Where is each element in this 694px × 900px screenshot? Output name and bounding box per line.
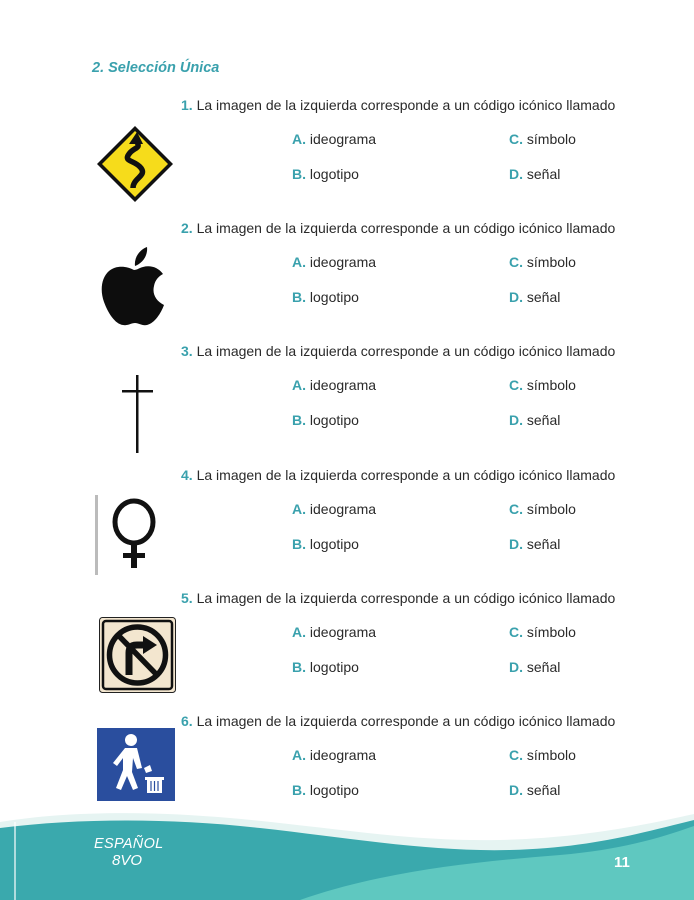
option-b[interactable]: B. logotipo — [292, 659, 359, 675]
option-d[interactable]: D. señal — [509, 166, 561, 182]
question-number: 4. — [181, 467, 193, 483]
option-a[interactable]: A. ideograma — [292, 624, 377, 640]
cross-icon — [120, 375, 156, 455]
question-text — [181, 97, 615, 113]
footer-logo — [94, 837, 164, 868]
option-b[interactable]: B. logotipo — [292, 782, 359, 798]
section-title: 2. Selección Única — [92, 60, 220, 76]
question-prompt: La imagen de la izquierda corresponde a un código icónico llamado — [196, 97, 616, 113]
apple-logo-icon — [100, 246, 168, 326]
question-text — [181, 220, 615, 236]
option-a[interactable]: A. ideograma — [292, 501, 377, 517]
option-a[interactable]: A. ideograma — [292, 747, 377, 763]
option-d[interactable]: D. señal — [509, 536, 561, 552]
question-2 — [0, 220, 694, 335]
question-number: 3. — [181, 343, 193, 359]
question-text — [181, 467, 615, 483]
question-5 — [0, 590, 694, 705]
no-right-turn-sign-icon — [99, 617, 176, 693]
question-number: 6. — [181, 713, 193, 729]
question-1 — [0, 97, 694, 212]
option-b[interactable]: B. logotipo — [292, 166, 359, 182]
question-prompt: La imagen de la izquierda corresponde a un código icónico llamado — [196, 467, 616, 483]
option-d[interactable]: D. señal — [509, 412, 561, 428]
option-d[interactable]: D. señal — [509, 289, 561, 305]
question-prompt: La imagen de la izquierda corresponde a un código icónico llamado — [196, 713, 616, 729]
question-prompt: La imagen de la izquierda corresponde a un código icónico llamado — [196, 220, 616, 236]
option-b[interactable]: B. logotipo — [292, 289, 359, 305]
footer-logo-subject: ESPAÑOL — [94, 836, 164, 852]
question-3 — [0, 343, 694, 458]
question-number: 1. — [181, 97, 193, 113]
option-d[interactable]: D. señal — [509, 782, 561, 798]
option-c[interactable]: C. símbolo — [509, 501, 576, 517]
question-number: 5. — [181, 590, 193, 606]
option-c[interactable]: C. símbolo — [509, 254, 576, 270]
page-number: 11 — [614, 854, 630, 871]
question-number: 2. — [181, 220, 193, 236]
question-prompt: La imagen de la izquierda corresponde a un código icónico llamado — [196, 343, 616, 359]
option-a[interactable]: A. ideograma — [292, 131, 377, 147]
option-c[interactable]: C. símbolo — [509, 624, 576, 640]
question-4 — [0, 467, 694, 582]
footer-logo-grade: 8VO — [112, 851, 143, 869]
question-text — [181, 343, 615, 359]
question-text — [181, 590, 615, 606]
option-c[interactable]: C. símbolo — [509, 131, 576, 147]
option-a[interactable]: A. ideograma — [292, 254, 377, 270]
option-b[interactable]: B. logotipo — [292, 536, 359, 552]
trash-disposal-sign-icon — [97, 728, 175, 801]
question-prompt: La imagen de la izquierda corresponde a un código icónico llamado — [196, 590, 616, 606]
option-c[interactable]: C. símbolo — [509, 747, 576, 763]
question-text — [181, 713, 615, 729]
winding-road-sign-icon — [95, 124, 175, 204]
option-a[interactable]: A. ideograma — [292, 377, 377, 393]
option-c[interactable]: C. símbolo — [509, 377, 576, 393]
option-d[interactable]: D. señal — [509, 659, 561, 675]
female-symbol-icon — [95, 495, 173, 575]
option-b[interactable]: B. logotipo — [292, 412, 359, 428]
